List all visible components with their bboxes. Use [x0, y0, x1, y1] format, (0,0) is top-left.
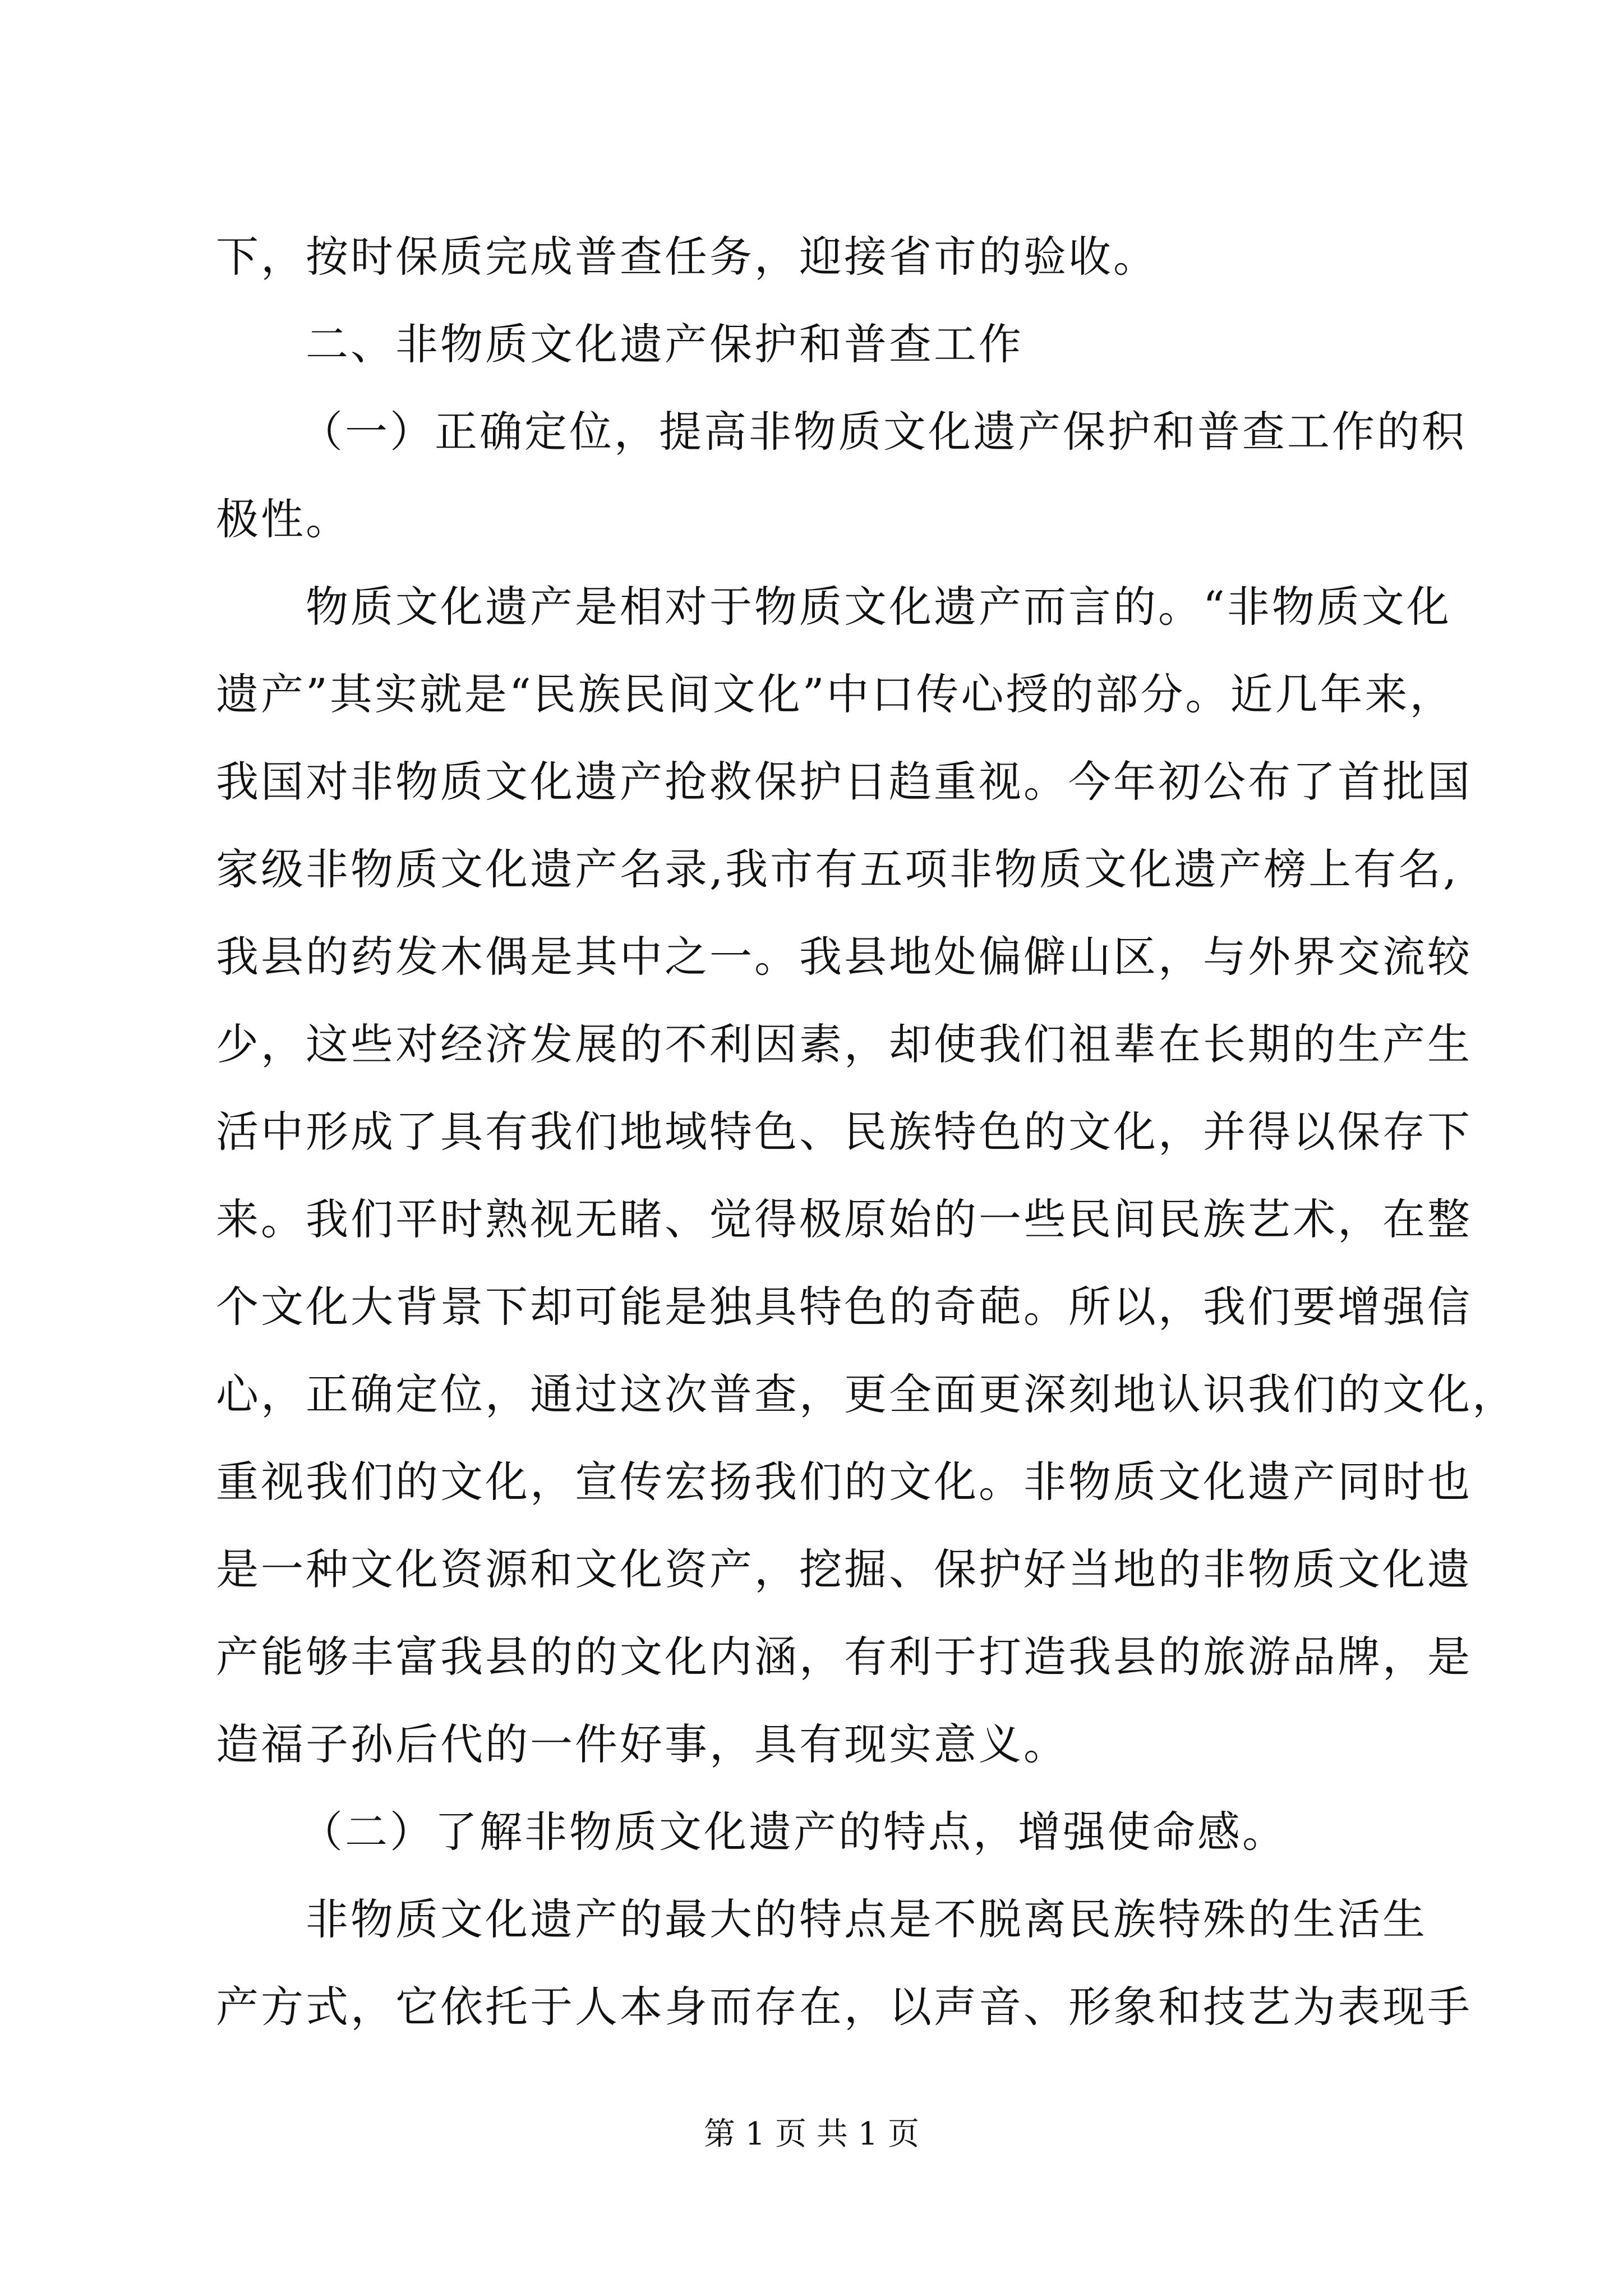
subsection-heading: （一）正确定位，提高非物质文化遗产保护和普查工作的积	[300, 407, 1467, 457]
text-line: 重视我们的文化，宣传宏扬我们的文化。非物质文化遗产同时也	[216, 1457, 1472, 1507]
text-line: 造福子孙后代的一件好事，具有现实意义。	[216, 1719, 1068, 1769]
text-line: 我国对非物质文化遗产抢救保护日趋重视。今年初公布了首批国	[216, 757, 1472, 807]
text-line: 活中形成了具有我们地域特色、民族特色的文化，并得以保存下	[216, 1107, 1472, 1157]
body-text	[216, 213, 1517, 2051]
text-line: 个文化大背景下却可能是独具特色的奇葩。所以，我们要增强信	[216, 1282, 1472, 1332]
text-line: 少，这些对经济发展的不利因素，却使我们祖辈在长期的生产生	[216, 1019, 1472, 1069]
page-footer: 第 1 页 共 1 页	[703, 2116, 920, 2152]
text-line: 遗产”其实就是“民族民间文化”中口传心授的部分。近几年来，	[216, 669, 1455, 719]
text-line: 是一种文化资源和文化资产，挖掘、保护好当地的非物质文化遗	[216, 1544, 1472, 1594]
section-heading: 二、非物质文化遗产保护和普查工作	[306, 319, 1023, 369]
text-line: 我县的药发木偶是其中之一。我县地处偏僻山区，与外界交流较	[216, 932, 1472, 982]
text-line: 下，按时保质完成普查任务，迎接省市的验收。	[216, 232, 1158, 282]
text-line: 产能够丰富我县的的文化内涵，有利于打造我县的旅游品牌，是	[216, 1632, 1472, 1682]
paragraph-start: 物质文化遗产是相对于物质文化遗产而言的。“非物质文化	[306, 582, 1451, 632]
subsection-heading: （二）了解非物质文化遗产的特点，增强使命感。	[300, 1807, 1287, 1857]
text-line: 产方式，它依托于人本身而存在，以声音、形象和技艺为表现手	[216, 1982, 1472, 2032]
text-line: 心，正确定位，通过这次普查，更全面更深刻地认识我们的文化，	[216, 1369, 1517, 1419]
text-line: 来。我们平时熟视无睹、觉得极原始的一些民间民族艺术，在整	[216, 1194, 1472, 1244]
text-line: 家级非物质文化遗产名录,我市有五项非物质文化遗产榜上有名,	[216, 844, 1459, 894]
paragraph-start: 非物质文化遗产的最大的特点是不脱离民族特殊的生活生	[306, 1894, 1427, 1944]
text-line: 极性。	[216, 494, 351, 544]
